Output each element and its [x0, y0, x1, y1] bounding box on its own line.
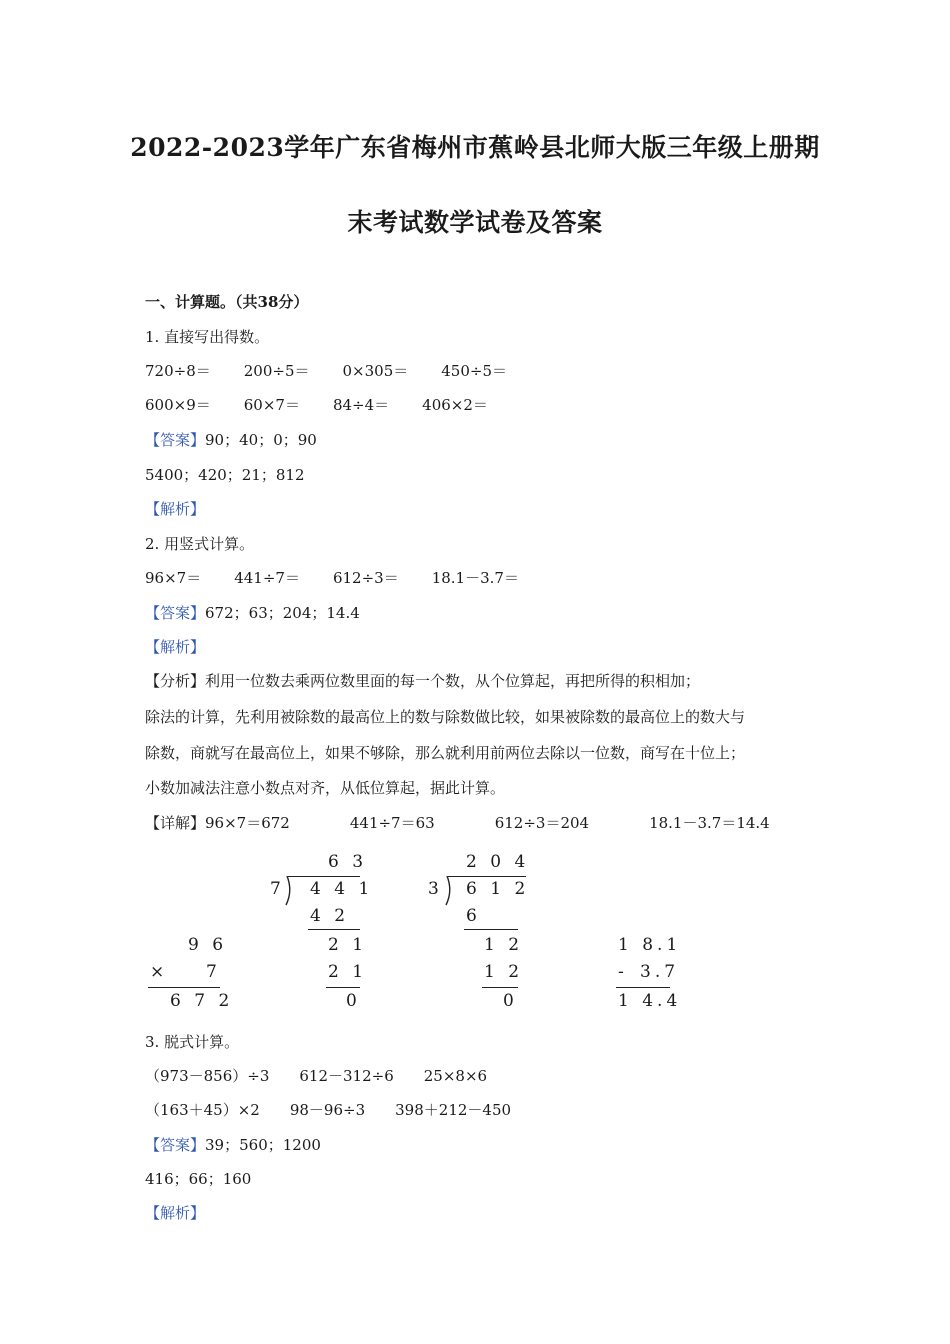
div1-remainder: 0 — [346, 991, 361, 1011]
div2-remainder: 0 — [503, 991, 518, 1011]
q2-fenxi-line-1 — [145, 671, 700, 691]
sub-result: 1 4.4 — [618, 991, 682, 1011]
answer-tag: 【答案】 — [145, 604, 206, 622]
q1-r1-item: 200÷5＝ — [243, 362, 310, 380]
div1-bracket-top — [288, 876, 360, 877]
q1-answer — [145, 430, 317, 450]
q2-detail-line — [145, 813, 770, 833]
fenxi-tag: 【分析】 — [145, 672, 206, 690]
div2-divisor: 3 — [428, 879, 443, 899]
div2-dividend: 6 1 2 — [466, 879, 530, 899]
q1-row-1 — [145, 361, 507, 381]
q1-row-2 — [145, 395, 488, 415]
page-title-line-1: 2022-2023学年广东省梅州市蕉岭县北师大版三年级上册期 — [130, 133, 820, 162]
q2-r1-item: 441÷7＝ — [234, 569, 300, 587]
q3-row-2 — [145, 1100, 511, 1120]
div2-bracket-icon — [443, 876, 453, 906]
q3-r1-item: （973－856）÷3 — [145, 1067, 270, 1085]
div2-line-2 — [482, 987, 518, 988]
q1-label: 1. 直接写出得数。 — [145, 328, 270, 346]
q1-r2-item: 406×2＝ — [422, 396, 488, 414]
div1-quotient: 6 3 — [328, 852, 368, 872]
section-heading: 一、计算题。（共38分） — [145, 293, 309, 311]
q3-r1-item: 612－312÷6 — [299, 1067, 394, 1085]
div2-line-1 — [464, 929, 518, 930]
q2-answer — [145, 603, 360, 623]
q3-r2-item: （163＋45）×2 — [145, 1101, 260, 1119]
page-title-line-2: 末考试数学试卷及答案 — [347, 208, 603, 237]
q3-answer-line-1: 39；560；1200 — [205, 1136, 321, 1154]
q3-r2-item: 398＋212－450 — [395, 1101, 512, 1119]
q2-r1-item: 612÷3＝ — [332, 569, 399, 587]
div2-step-2: 1 2 — [484, 935, 524, 955]
mult-bottom: 7 — [206, 962, 221, 982]
sub-bottom: 3.7 — [640, 962, 680, 982]
q2-answer-text: 672；63；204；14.4 — [205, 604, 360, 622]
sub-top: 1 8.1 — [618, 935, 682, 955]
q3-analysis-tag: 【解析】 — [145, 1204, 206, 1222]
detail-tag: 【详解】 — [145, 814, 206, 832]
answer-tag: 【答案】 — [145, 431, 206, 449]
fenxi-text-1: 利用一位数去乘两位数里面的每一个数，从个位算起，再把所得的积相加； — [205, 672, 701, 690]
mult-top: 9 6 — [188, 935, 228, 955]
q1-r2-item: 60×7＝ — [243, 396, 300, 414]
q1-r1-item: 0×305＝ — [342, 362, 409, 380]
div1-line-1 — [308, 929, 360, 930]
sub-minus: - — [618, 962, 628, 982]
q3-answer-line-2: 416；66；160 — [145, 1170, 252, 1188]
div2-bracket-top — [448, 876, 526, 877]
q1-r1-item: 450÷5＝ — [441, 362, 507, 380]
q3-answer — [145, 1135, 321, 1155]
div1-line-2 — [326, 987, 360, 988]
div2-quotient: 2 0 4 — [466, 852, 530, 872]
q2-fenxi-line-2: 除法的计算，先利用被除数的最高位上的数与除数做比较，如果被除数的最高位上的数大与 — [145, 708, 746, 726]
q1-r2-item: 600×9＝ — [145, 396, 211, 414]
q1-r1-item: 720÷8＝ — [145, 362, 211, 380]
div1-step-1: 4 2 — [310, 906, 350, 926]
mult-times: × — [150, 962, 169, 982]
div1-step-3: 2 1 — [328, 962, 368, 982]
detail-item: 441÷7＝63 — [349, 814, 435, 832]
detail-item: 612÷3＝204 — [494, 814, 590, 832]
q1-answer-line-1: 90；40；0；90 — [205, 431, 317, 449]
q1-r2-item: 84÷4＝ — [332, 396, 390, 414]
q3-row-1 — [145, 1066, 487, 1086]
div1-divisor: 7 — [270, 879, 285, 899]
div2-step-1: 6 — [466, 906, 481, 926]
answer-tag: 【答案】 — [145, 1136, 206, 1154]
q2-fenxi-line-4: 小数加减法注意小数点对齐，从低位算起，据此计算。 — [145, 779, 506, 797]
q1-answer-line-2: 5400；420；21；812 — [145, 466, 305, 484]
q2-analysis-tag: 【解析】 — [145, 638, 206, 656]
q2-r1-item: 96×7＝ — [145, 569, 202, 587]
q2-r1-item: 18.1－3.7＝ — [431, 569, 519, 587]
detail-item: 96×7＝672 — [205, 814, 290, 832]
div1-dividend: 4 4 1 — [310, 879, 374, 899]
div2-step-3: 1 2 — [484, 962, 524, 982]
detail-item: 18.1－3.7＝14.4 — [649, 814, 770, 832]
mult-line — [148, 987, 220, 988]
q3-label: 3. 脱式计算。 — [145, 1033, 240, 1051]
div1-step-2: 2 1 — [328, 935, 368, 955]
q3-r2-item: 98－96÷3 — [289, 1101, 366, 1119]
mult-result: 6 7 2 — [170, 991, 234, 1011]
q2-fenxi-line-3: 除数，商就写在最高位上，如果不够除，那么就利用前两位去除以一位数，商写在十位上； — [145, 744, 746, 762]
q3-r1-item: 25×8×6 — [423, 1067, 488, 1085]
sub-line — [616, 987, 670, 988]
q1-analysis-tag: 【解析】 — [145, 500, 206, 518]
q2-row-1 — [145, 568, 519, 588]
q2-label: 2. 用竖式计算。 — [145, 535, 255, 553]
